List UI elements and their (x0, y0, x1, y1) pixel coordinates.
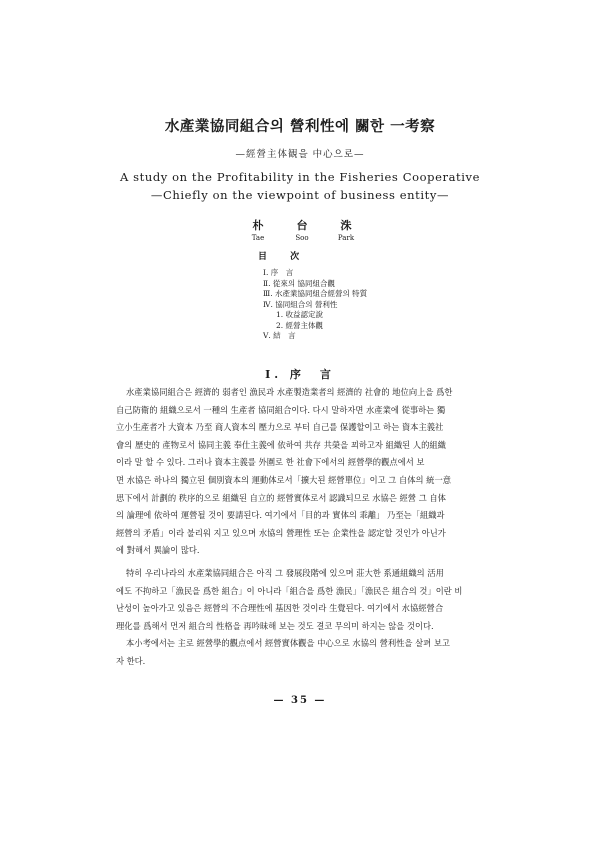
paper-title-korean: 水產業協同組合의 營利性에 關한 一考察 (164, 118, 436, 135)
body-line: 特히 우리나라의 水產業協同組合은 아직 그 發展段階에 있으며 莊大한 系通組織의 活用 (126, 567, 444, 578)
author-roman-2: Soo (295, 234, 309, 242)
body-line: 立小生產者가 大資本 乃至 商人資本의 壓力으로 부터 自己를 保護할이고 하는 資本主義社 (116, 422, 444, 433)
body-line: 自己防衛的 組織으로서 一種의 生產者 協同組合이다. 다시 말하자면 水產業에 從事하는 獨 (116, 404, 446, 415)
body-line: 經營의 矛盾」이라 불리워 지고 있으며 水協의 營理性 또는 企業性을 認定할 것인가 아닌가 (116, 527, 446, 538)
author-roman-1: Tae (251, 234, 265, 242)
author-roman-3: Park (337, 234, 355, 242)
body-line: 本小考에서는 主로 經營學的觀点에서 經營實体觀을 中心으로 水協의 營利性을 살펴 보고 (126, 638, 450, 649)
body-line: 난성이 높아가고 있음은 經營의 不合理性에 基因한 것이라 生覺된다. 여기에서 水協經營合 (116, 603, 444, 614)
toc-item: Ⅱ. 從來의 協同組合觀 (263, 278, 335, 288)
toc-subitem: 2. 經營主体觀 (276, 320, 324, 330)
body-line: 水產業協同組合은 經濟的 弱者인 漁民과 水產製造業者의 經濟的 社會的 地位向上을 爲한 (126, 387, 453, 397)
paper-subtitle-english: —Chiefly on the viewpoint of business entity— (150, 188, 450, 202)
body-line: 이라 말 할 수 있다. 그러나 資本主義를 外圍로 한 社會下에서의 經營學的觀点에서 보 (116, 457, 425, 468)
author-char-1: 朴 (252, 219, 264, 232)
body-line: 理化를 爲해서 먼저 組合의 性格을 再吟昧해 보는 것도 결코 무의미 하지는 않을 것이다. (116, 620, 434, 631)
paper-title-english: A study on the Profitability in the Fisheries Cooperative (119, 170, 481, 184)
toc-subitem: 1. 收益認定說 (276, 310, 324, 319)
page-number: — 35 — (273, 695, 327, 706)
toc-item: Ⅲ. 水產業協同組合經營의 特質 (263, 289, 368, 298)
toc-item: Ⅴ. 結 言 (263, 331, 296, 340)
body-line: 의 論理에 依하여 運營될 것이 要請된다. 여기에서「目的과 實体의 乖離」 乃至는「組織과 (116, 510, 445, 521)
body-text (116, 384, 500, 671)
body-line: 會의 歷史的 產物로서 協同主義 奉仕主義에 依하여 共存 共榮을 꾀하고자 組織된 人的組織 (116, 439, 446, 450)
body-line: 에도 不拘하고「漁民을 爲한 組合」이 아니라「組合을 爲한 漁民」「漁民은 組合의 것」이란 비 (116, 585, 463, 596)
body-line: 思下에서 計劃的 秩序的으로 組織된 自立的 經營實体로서 認識되므로 水協은 經營 그 自体 (116, 492, 446, 503)
body-line: 면 水協은 하나의 獨立된 個別資本의 運動体로서「擴大된 經營單位」이고 그 自体의 統一意 (116, 474, 452, 485)
section-heading: Ⅰ. 序 言 (265, 368, 335, 381)
body-line: 자 한다. (116, 655, 146, 666)
toc-item: Ⅳ. 協同組合의 營利性 (263, 299, 338, 309)
toc-heading: 目 次 (258, 252, 310, 262)
author-char-2: 台 (296, 219, 308, 232)
toc-item: Ⅰ. 序 言 (263, 268, 294, 277)
paper-subtitle-korean: —經營主体観을 中心으로— (235, 149, 365, 160)
table-of-contents (263, 268, 367, 342)
body-line: 에 對해서 異論이 많다. (116, 545, 200, 556)
author-block (0, 217, 600, 249)
author-char-3: 洙 (340, 219, 352, 232)
